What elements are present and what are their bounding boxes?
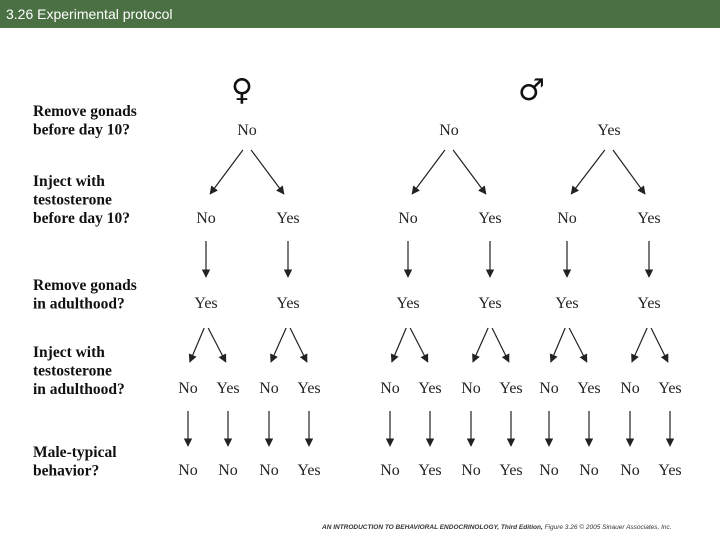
male-remove-before-day10-answer-2: Yes xyxy=(597,122,621,139)
question-1-line-2: before day 10? xyxy=(33,121,131,139)
female-male-behavior-answer-1: No xyxy=(178,462,198,479)
male-inject-adulthood-answer-3: No xyxy=(461,380,481,397)
male-remove-adulthood-answer-4: Yes xyxy=(637,295,661,312)
male-arrow-level-1-4 xyxy=(613,150,645,194)
male-arrow-level-3-6 xyxy=(569,328,587,362)
male-inject-before-day10-answer-3: No xyxy=(557,210,577,227)
question-2-line-1: Inject with xyxy=(33,173,105,190)
male-inject-adulthood-answer-5: No xyxy=(539,380,559,397)
question-5-line-2: behavior? xyxy=(33,462,100,480)
male-male-behavior-answer-4: Yes xyxy=(499,462,523,479)
male-symbol-icon: ♂ xyxy=(518,73,545,108)
male-inject-before-day10-answer-1: No xyxy=(398,210,418,227)
female-male-behavior-answer-4: Yes xyxy=(297,462,321,479)
question-3-line-1: Remove gonads xyxy=(33,277,137,294)
male-arrow-level-3-4 xyxy=(492,328,509,362)
female-arrow-level-3-4 xyxy=(290,328,307,362)
male-inject-before-day10-answer-4: Yes xyxy=(637,210,661,227)
male-male-behavior-answer-8: Yes xyxy=(658,462,682,479)
male-arrow-level-1-2 xyxy=(453,150,486,194)
male-male-behavior-answer-2: Yes xyxy=(418,462,442,479)
question-labels xyxy=(33,103,137,480)
male-inject-before-day10-answer-2: Yes xyxy=(478,210,502,227)
male-inject-adulthood-answer-7: No xyxy=(620,380,640,397)
question-5-line-1: Male-typical xyxy=(33,444,117,461)
credit-book-title: AN INTRODUCTION TO BEHAVIORAL ENDOCRINOLOGY, Third Edition, xyxy=(322,524,543,531)
male-arrow-level-3-3 xyxy=(473,328,488,362)
male-arrow-level-3-2 xyxy=(410,328,428,362)
male-arrow-level-1-1 xyxy=(412,150,445,194)
question-4-line-2: testosterone xyxy=(33,362,112,380)
female-arrow-level-1-2 xyxy=(251,150,284,194)
question-3-line-2: in adulthood? xyxy=(33,295,125,313)
female-arrow-level-3-2 xyxy=(208,328,226,362)
female-inject-before-day10-answer-1: No xyxy=(196,210,216,227)
female-male-behavior-answer-2: No xyxy=(218,462,238,479)
male-inject-adulthood-answer-8: Yes xyxy=(658,380,682,397)
male-male-behavior-answer-5: No xyxy=(539,462,559,479)
male-arrow-level-3-7 xyxy=(632,328,647,362)
female-inject-adulthood-answer-2: Yes xyxy=(216,380,240,397)
male-arrow-level-1-3 xyxy=(571,150,605,194)
male-inject-adulthood-answer-2: Yes xyxy=(418,380,442,397)
male-arrow-level-3-5 xyxy=(551,328,565,362)
question-4-line-1: Inject with xyxy=(33,344,105,361)
female-arrow-level-1-1 xyxy=(210,150,243,194)
female-inject-adulthood-answer-1: No xyxy=(178,380,198,397)
female-remove-adulthood-answer-2: Yes xyxy=(276,295,300,312)
male-male-behavior-answer-3: No xyxy=(461,462,481,479)
male-inject-adulthood-answer-6: Yes xyxy=(577,380,601,397)
sex-symbols xyxy=(231,73,545,108)
female-remove-adulthood-answer-1: Yes xyxy=(194,295,218,312)
slide-title: 3.26 Experimental protocol xyxy=(0,0,720,28)
question-2-line-2: testosterone xyxy=(33,191,112,209)
male-male-behavior-answer-7: No xyxy=(620,462,640,479)
male-remove-before-day10-answer-1: No xyxy=(439,122,459,139)
question-1-line-1: Remove gonads xyxy=(33,103,137,120)
female-male-behavior-answer-3: No xyxy=(259,462,279,479)
female-inject-before-day10-answer-2: Yes xyxy=(276,210,300,227)
male-remove-adulthood-answer-3: Yes xyxy=(555,295,579,312)
female-arrow-level-3-3 xyxy=(271,328,286,362)
male-male-behavior-answer-6: No xyxy=(579,462,599,479)
tree-arrows xyxy=(188,150,670,446)
male-arrow-level-3-8 xyxy=(651,328,668,362)
question-4-line-3: in adulthood? xyxy=(33,381,125,398)
female-symbol-icon: ♀ xyxy=(231,73,253,108)
male-remove-adulthood-answer-1: Yes xyxy=(396,295,420,312)
male-inject-adulthood-answer-4: Yes xyxy=(499,380,523,397)
male-arrow-level-3-1 xyxy=(392,328,406,362)
female-arrow-level-3-1 xyxy=(190,328,204,362)
female-inject-adulthood-answer-4: Yes xyxy=(297,380,321,397)
male-remove-adulthood-answer-2: Yes xyxy=(478,295,502,312)
male-male-behavior-answer-1: No xyxy=(380,462,400,479)
figure-credit xyxy=(322,524,702,531)
credit-rest: Figure 3.26 © 2005 Sinauer Associates, Inc. xyxy=(542,524,672,531)
male-inject-adulthood-answer-1: No xyxy=(380,380,400,397)
female-remove-before-day10-answer-1: No xyxy=(237,122,257,139)
question-2-line-3: before day 10? xyxy=(33,210,131,227)
female-inject-adulthood-answer-3: No xyxy=(259,380,279,397)
